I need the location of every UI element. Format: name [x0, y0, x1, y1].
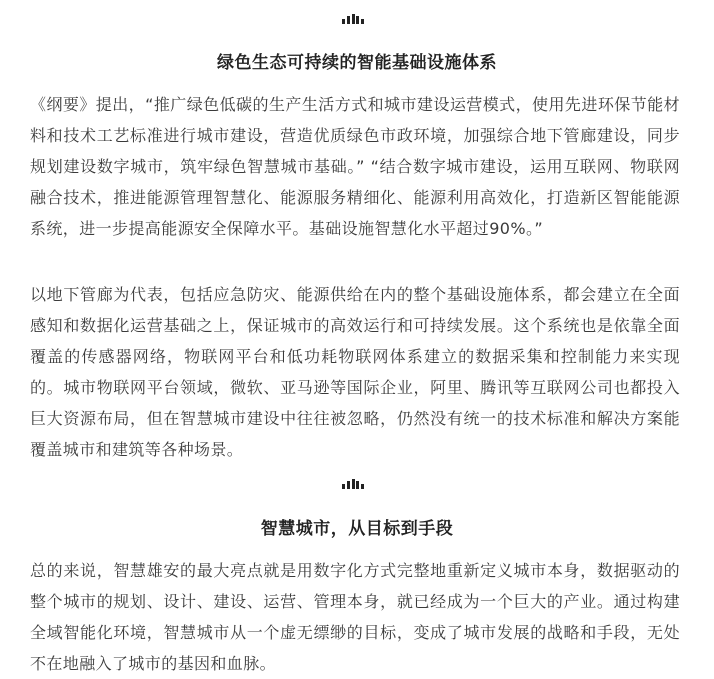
paragraph: 总的来说，智慧雄安的最大亮点就是用数字化方式完整地重新定义城市本身，数据驱动的整个城市的规划、设计、建设、运营、管理本身，就已经成为一个巨大的产业。通过构建全域智能化环境，智慧城市从一个虚无缥缈的目标，变成了城市发展的战略和手段，无处不在地融入了城市的基因和血脉。: [30, 561, 680, 673]
paragraph: 以地下管廊为代表，包括应急防灾、能源供给在内的整个基础设施体系，都会建立在全面感知和数据化运营基础之上，保证城市的高效运行和可持续发展。这个系统也是依靠全面覆盖的传感器网络，物联网平台和低功耗物联网体系建立的数据采集和控制能力来实现的。城市物联网平台领域，微软、亚马逊等国际企业，阿里、腾讯等互联网公司也都投入巨大资源布局，但在智慧城市建设中往往被忽略，仍然没有统一的技术标准和解决方案能覆盖城市和建筑等各种场景。: [30, 285, 680, 459]
section-divider-icon: [342, 479, 364, 489]
section-heading: 智慧城市，从目标到手段: [260, 519, 454, 539]
section-heading: 绿色生态可持续的智能基础设施体系: [217, 53, 497, 73]
section-divider-icon: [342, 14, 364, 24]
paragraph: 《纲要》提出，“推广绿色低碳的生产生活方式和城市建设运营模式，使用先进环保节能材料和技术工艺标准进行城市建设，营造优质绿色市政环境，加强综合地下管廊建设，同步规划建设数字城市，筑牢绿色智慧城市基础。” “结合数字城市建设，运用互联网、物联网融合技术，推进能源管理智慧化、能源服务精细化、能源利用高效化，打造新区智能能源系统，进一步提高能源安全保障水平。基础设施智慧化水平超过90%。”: [30, 95, 680, 238]
